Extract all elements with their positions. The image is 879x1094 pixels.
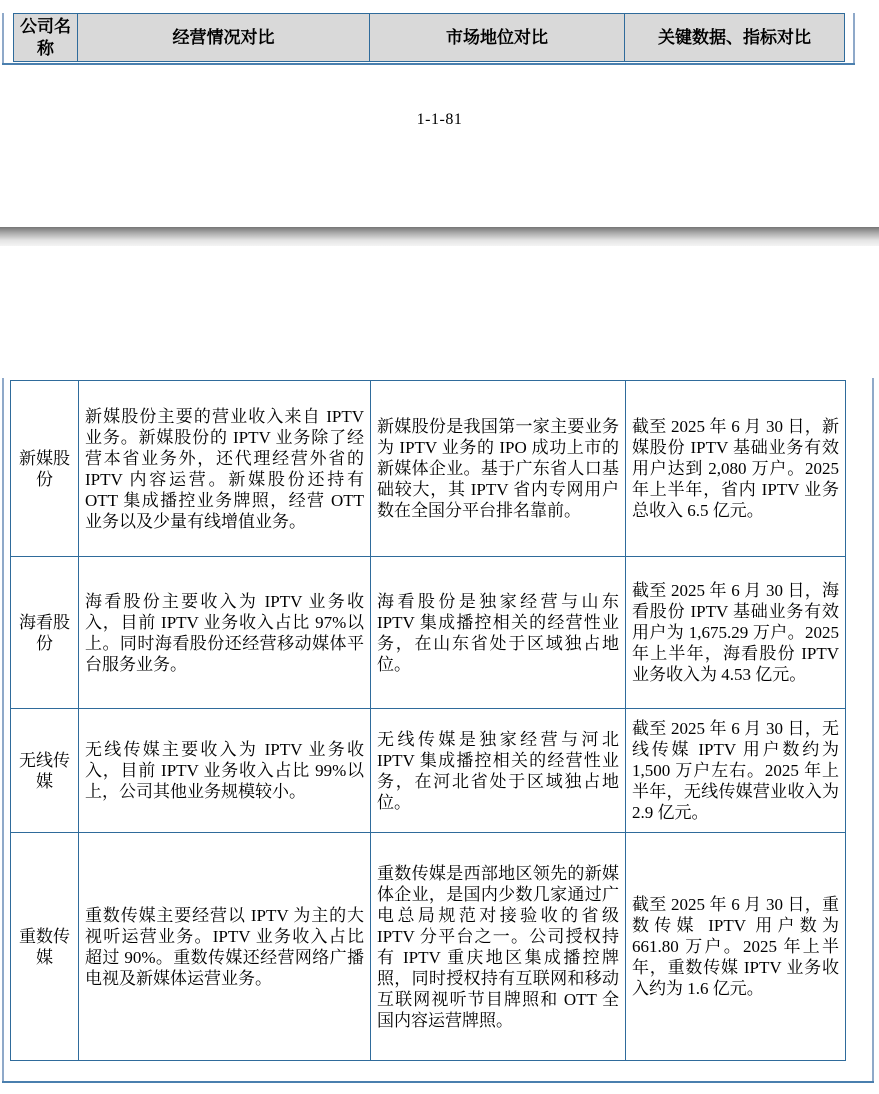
page1-outer-right-border (853, 13, 855, 64)
header-cell-company: 公司名称 (13, 13, 78, 62)
business-cell: 海看股份主要收入为 IPTV 业务收入，目前 IPTV 业务收入占比 97%以上。同时海看股份还经营移动媒体平台服务业务。 (79, 557, 371, 709)
market-cell: 无线传媒是独家经营与河北 IPTV 集成播控相关的经营性业务，在河北省处于区域独占地位。 (371, 709, 626, 833)
page1-outer-left-border (2, 13, 4, 64)
metrics-cell: 截至 2025 年 6 月 30 日，海看股份 IPTV 基础业务有效用户为 1,675.29 万户。2025 年上半年，海看股份 IPTV 业务收入为 4.53 亿元。 (626, 557, 846, 709)
business-cell: 新媒股份主要的营业收入来自 IPTV 业务。新媒股份的 IPTV 业务除了经营本省业务外，还代理经营外省的 IPTV 内容运营。新媒股份还持有 OTT 集成播控业务牌照，经营 OTT 业务以及少量有线增值业务。 (79, 381, 371, 557)
table-header-row (13, 13, 845, 62)
page-number: 1-1-81 (416, 111, 463, 128)
page-separator (0, 227, 879, 246)
market-cell: 重数传媒是西部地区领先的新媒体企业，是国内少数几家通过广电总局规范对接验收的省级 IPTV 分平台之一。公司授权持有 IPTV 重庆地区集成播控牌照，同时授权持有互联网和移动互联网视听节目牌照和 OTT 全国内容运营牌照。 (371, 833, 626, 1061)
header-cell-market: 市场地位对比 (370, 13, 625, 62)
table-row (11, 833, 846, 1061)
company-name-cell: 新媒股份 (11, 381, 79, 557)
market-cell: 海看股份是独家经营与山东 IPTV 集成播控相关的经营性业务，在山东省处于区域独占地位。 (371, 557, 626, 709)
company-name-cell: 海看股份 (11, 557, 79, 709)
company-comparison-table (10, 380, 846, 1061)
metrics-cell: 截至 2025 年 6 月 30 日，新媒股份 IPTV 基础业务有效用户达到 2,080 万户。2025 年上半年，省内 IPTV 业务总收入 6.5 亿元。 (626, 381, 846, 557)
metrics-cell: 截至 2025 年 6 月 30 日，无线传媒 IPTV 用户数约为 1,500 万户左右。2025 年上半年，无线传媒营业收入为 2.9 亿元。 (626, 709, 846, 833)
company-name-cell: 重数传媒 (11, 833, 79, 1061)
header-cell-metrics: 关键数据、指标对比 (625, 13, 845, 62)
table-row (11, 557, 846, 709)
page2-outer-right-border (872, 378, 874, 1083)
metrics-cell: 截至 2025 年 6 月 30 日，重数传媒 IPTV 用户数为 661.80 万户。2025 年上半年，重数传媒 IPTV 业务收入约为 1.6 亿元。 (626, 833, 846, 1061)
market-cell: 新媒股份是我国第一家主要业务为 IPTV 业务的 IPO 成功上市的新媒体企业。基于广东省人口基础较大，其 IPTV 省内专网用户数在全国分平台排名靠前。 (371, 381, 626, 557)
page1-bottom-rule (2, 63, 855, 65)
page2-outer-bottom-border (2, 1081, 874, 1083)
table-row (11, 381, 846, 557)
page2-outer-left-border (2, 378, 4, 1083)
company-name-cell: 无线传媒 (11, 709, 79, 833)
business-cell: 重数传媒主要经营以 IPTV 为主的大视听运营业务。IPTV 业务收入占比超过 90%。重数传媒还经营网络广播电视及新媒体运营业务。 (79, 833, 371, 1061)
business-cell: 无线传媒主要收入为 IPTV 业务收入，目前 IPTV 业务收入占比 99%以上，公司其他业务规模较小。 (79, 709, 371, 833)
table-row (11, 709, 846, 833)
header-cell-business: 经营情况对比 (78, 13, 370, 62)
